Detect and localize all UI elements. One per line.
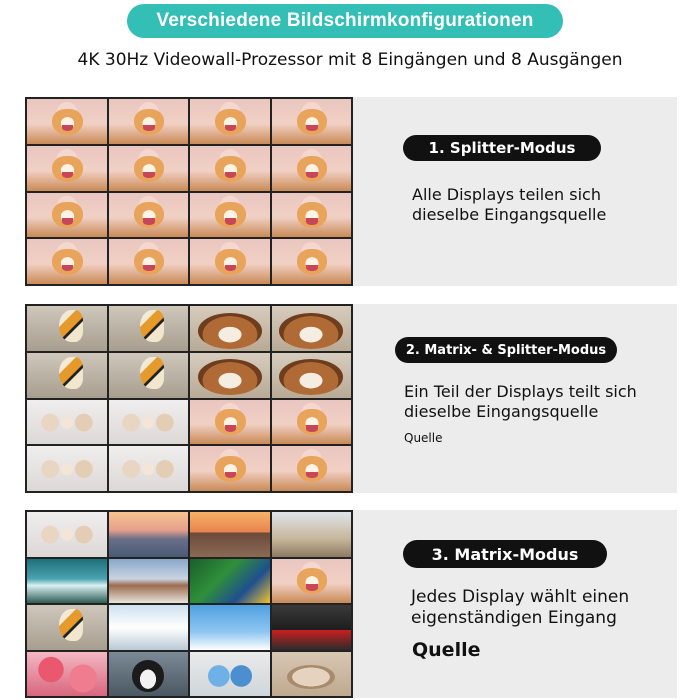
display-grid [25,510,353,698]
display-tile-mountain-image [109,512,189,557]
display-tile-shiba-image [27,193,107,238]
display-tile-shiba-image [190,239,270,284]
display-tile-shiba-image [109,99,189,144]
mode-description [411,587,629,630]
description-line-1: Alle Displays teilen sich [412,185,601,204]
display-tile-snow-image [109,605,189,650]
section-matrix-mode [25,510,677,698]
display-tile-beagle-image [272,306,352,351]
display-tile-arch-image [272,512,352,557]
display-tile-pups-image [109,400,189,445]
display-tile-shiba-image [190,99,270,144]
description-line-2: dieselbe Eingangsquelle [404,402,599,421]
display-tile-shiba-image [109,239,189,284]
display-tile-shiba-image [272,239,352,284]
display-tile-butterfly-image [109,353,189,398]
description-line-2: dieselbe Eingangsquelle [412,205,607,224]
display-tile-shiba-image [109,146,189,191]
display-tile-shiba-image [190,146,270,191]
display-grid [25,97,353,286]
display-tile-shiba-image [272,400,352,445]
display-tile-beagle-image [190,353,270,398]
display-tile-shiba-image [190,446,270,491]
mode-label: 2. Matrix- & Splitter-Modus [395,337,617,363]
display-tile-shiba-image [27,146,107,191]
description-line-2: eigenständigen Eingang [411,608,617,629]
display-tile-beagle-image [190,306,270,351]
mode-label: 1. Splitter-Modus [403,135,601,161]
display-tile-shiba-image [190,400,270,445]
display-tile-shiba-image [27,239,107,284]
display-tile-shiba-image [27,99,107,144]
display-tile-waterfall-image [27,559,107,604]
display-tile-shiba-image [272,193,352,238]
display-tile-pups-image [109,446,189,491]
display-tile-pups-image [27,446,107,491]
display-tile-penguin-image [109,652,189,697]
display-tile-pier-image [190,512,270,557]
display-tile-beagle-image [272,353,352,398]
display-tile-f1-image [272,605,352,650]
display-tile-shiba-image [272,559,352,604]
page-subtitle: 4K 30Hz Videowall-Prozessor mit 8 Eingängen und 8 Ausgängen [77,50,623,70]
source-label: Quelle [412,639,481,661]
description-line-1: Jedes Display wählt einen [411,587,630,607]
display-tile-shiba-image [109,193,189,238]
display-tile-shiba-image [190,193,270,238]
section-matrix-splitter-mode [25,304,677,493]
section-splitter-mode [25,97,677,286]
display-tile-budgies-image [190,652,270,697]
display-tile-shiba-image [272,446,352,491]
display-tile-skier-image [190,605,270,650]
page-title: Verschiedene Bildschirmkonfigurationen [127,4,563,38]
display-tile-butterfly-image [27,605,107,650]
display-tile-butterfly-image [109,306,189,351]
display-tile-butterfly-image [27,306,107,351]
display-grid [25,304,353,493]
display-tile-parrot-image [190,559,270,604]
mode-description [412,185,606,225]
display-tile-butterfly-image [27,353,107,398]
mode-description [404,382,637,422]
mode-label: 3. Matrix-Modus [403,540,607,568]
display-tile-shiba-image [272,146,352,191]
display-tile-shiba-image [272,99,352,144]
display-tile-cat-image [272,652,352,697]
display-tile-flowers-image [27,652,107,697]
display-tile-pups-image [27,400,107,445]
display-tile-town-image [109,559,189,604]
display-tile-pups-image [27,512,107,557]
description-line-1: Ein Teil der Displays teilt sich [404,382,637,401]
source-label: Quelle [404,431,443,445]
